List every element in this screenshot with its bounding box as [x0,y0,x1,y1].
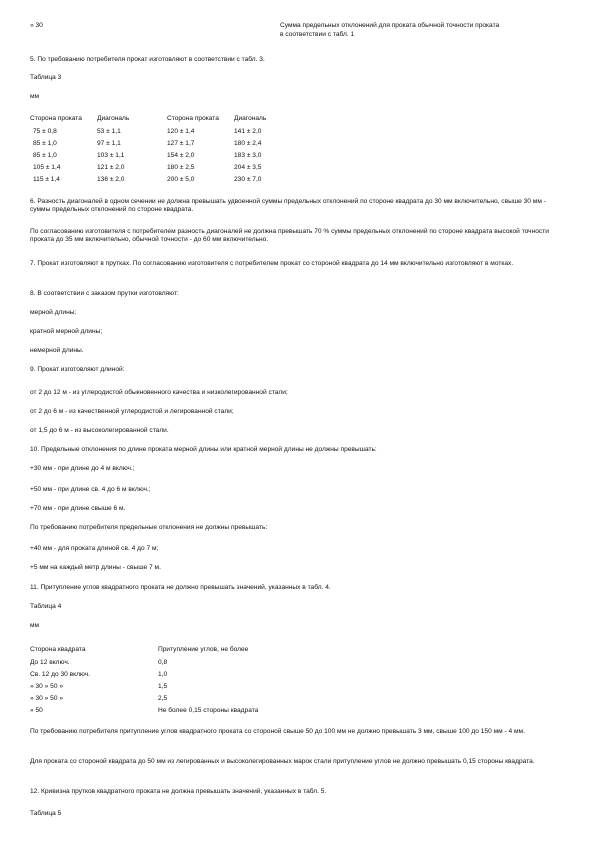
table4-header-side: Сторона квадрата [30,646,86,653]
paragraph-5: 5. По требованию потребителя прокат изготовляют в соответствии с табл. 3. [30,56,265,63]
paragraph-6: 6. Разность диагоналей в одном сечении не должна превышать удвоенной суммы предельных отклонений по стороне квадрата до 30 мм включительно, свыше 30 мм - суммы предельных отклонений по стороне квадрата. [30,198,546,214]
table3-unit: мм [30,93,40,100]
table3-cell: 120 ± 1,4 [167,128,195,135]
table4-cell: До 12 включ. [30,659,70,666]
table3-header-diagonal-2: Диагональ [234,115,267,122]
table3-cell: 180 ± 2,4 [234,140,262,147]
table3-header-side: Сторона проката [30,115,82,122]
table3-cell: 204 ± 3,5 [234,164,262,171]
table4-caption: Таблица 4 [30,603,62,610]
paragraph-10c: +70 мм - при длине свыше 6 м. [30,505,126,512]
table3-cell: 121 ± 2,0 [97,164,125,171]
table3-cell: 85 ± 1,0 [33,152,57,159]
paragraph-11b: По требованию потребителя притупление углов квадратного проката со стороной свыше 50 до 100 мм не должно превышать 3 мм, свыше 100 до 150 мм - 4 мм. [30,728,525,735]
table3-cell: 230 ± 7,0 [234,176,262,183]
table3-cell: 105 ± 1,4 [33,164,61,171]
paragraph-10e: +40 мм - для проката длиной св. 4 до 7 м; [30,545,159,552]
table3-caption: Таблица 3 [30,74,62,81]
table3-cell: 180 ± 2,5 [167,164,195,171]
table5-caption: Таблица 5 [30,810,62,817]
header-right-line1: Сумма предельных отклонений для проката обычной точности проката [280,22,500,29]
paragraph-8b: кратной мерной длины; [30,328,103,335]
paragraph-9a: от 2 до 12 м - из углеродистой обыкновенного качества и низколегированной стали; [30,389,288,396]
table4-cell: » 50 [30,707,43,714]
paragraph-11: 11. Притупление углов квадратного проката не должно превышать значений, указанных в табл. 4. [30,584,331,591]
table3-cell: 200 ± 5,0 [167,176,195,183]
paragraph-9b: от 2 до 6 м - из качественной углеродистой и легированной стали; [30,408,234,415]
paragraph-8c: немерной длины. [30,347,84,354]
paragraph-8: 8. В соответствии с заказом прутки изготовляют: [30,290,179,297]
table4-unit: мм [30,622,40,629]
table3-cell: 103 ± 1,1 [97,152,125,159]
paragraph-10d: По требованию потребителя предельные отклонения не должны превышать: [30,524,268,531]
table3-cell: 75 ± 0,8 [33,128,57,135]
table3-header-side-2: Сторона проката [167,115,219,122]
table3-cell: 183 ± 3,0 [234,152,262,159]
table4-cell: 1,5 [158,683,168,690]
paragraph-10f: +5 мм на каждый метр длины - свыше 7 м. [30,564,161,571]
table4-cell: 1,0 [158,671,168,678]
table3-cell: 97 ± 1,1 [97,140,121,147]
table3-cell: 115 ± 1,4 [33,176,60,183]
table4-header-blunting: Притупление углов, не более [158,646,249,653]
header-left: » 30 [30,22,43,29]
paragraph-8a: мерной длины; [30,309,77,316]
paragraph-9: 9. Прокат изготовляют длиной: [30,366,125,373]
paragraph-6b: По согласованию изготовителя с потребителем разность диагоналей не должна превышать 70 % суммы предельных отклонений по стороне квадрата высокой точности проката до 35 мм включительно, обычной точности - до 60 мм включительно. [30,228,549,244]
paragraph-10a: +30 мм - при длине до 4 м включ.; [30,465,135,472]
paragraph-12: 12. Кривизна прутков квадратного проката не должна превышать значений, указанных в табл. 5. [30,788,327,795]
header-right-line2: в соответствии с табл. 1 [280,31,355,38]
table4-cell: » 30 » 50 » [30,683,63,690]
paragraph-10: 10. Предельные отклонения по длине проката мерной длины или кратной мерной длины не должны превышать: [30,446,377,453]
paragraph-7: 7. Прокат изготовляют в прутках. По согласованию изготовителя с потребителем прокат со стороной квадрата до 14 мм включительно изготовляют в мотках. [30,260,514,267]
table4-cell: Не более 0,15 стороны квадрата [158,707,259,714]
table3-cell: 141 ± 2,0 [234,128,262,135]
paragraph-11c: Для проката со стороной квадрата до 50 мм из легированных и высоколегированных марок стали притупление углов не должно превышать 0,15 стороны квадрата. [30,758,535,765]
table4-cell: Св. 12 до 30 включ. [30,671,90,678]
paragraph-9c: от 1,5 до 6 м - из высоколегированной стали. [30,427,169,434]
table3-cell: 85 ± 1,0 [33,140,57,147]
table3-header-diagonal: Диагональ [97,115,130,122]
paragraph-10b: +50 мм - при длине св. 4 до 6 м включ.; [30,486,151,493]
table3-cell: 154 ± 2,0 [167,152,195,159]
table4-cell: 2,5 [158,695,168,702]
table4-cell: » 30 » 50 » [30,695,63,702]
table3-cell: 53 ± 1,1 [97,128,121,135]
table3-cell: 127 ± 1,7 [167,140,195,147]
table4-cell: 0,8 [158,659,168,666]
table3-cell: 136 ± 2,0 [97,176,125,183]
